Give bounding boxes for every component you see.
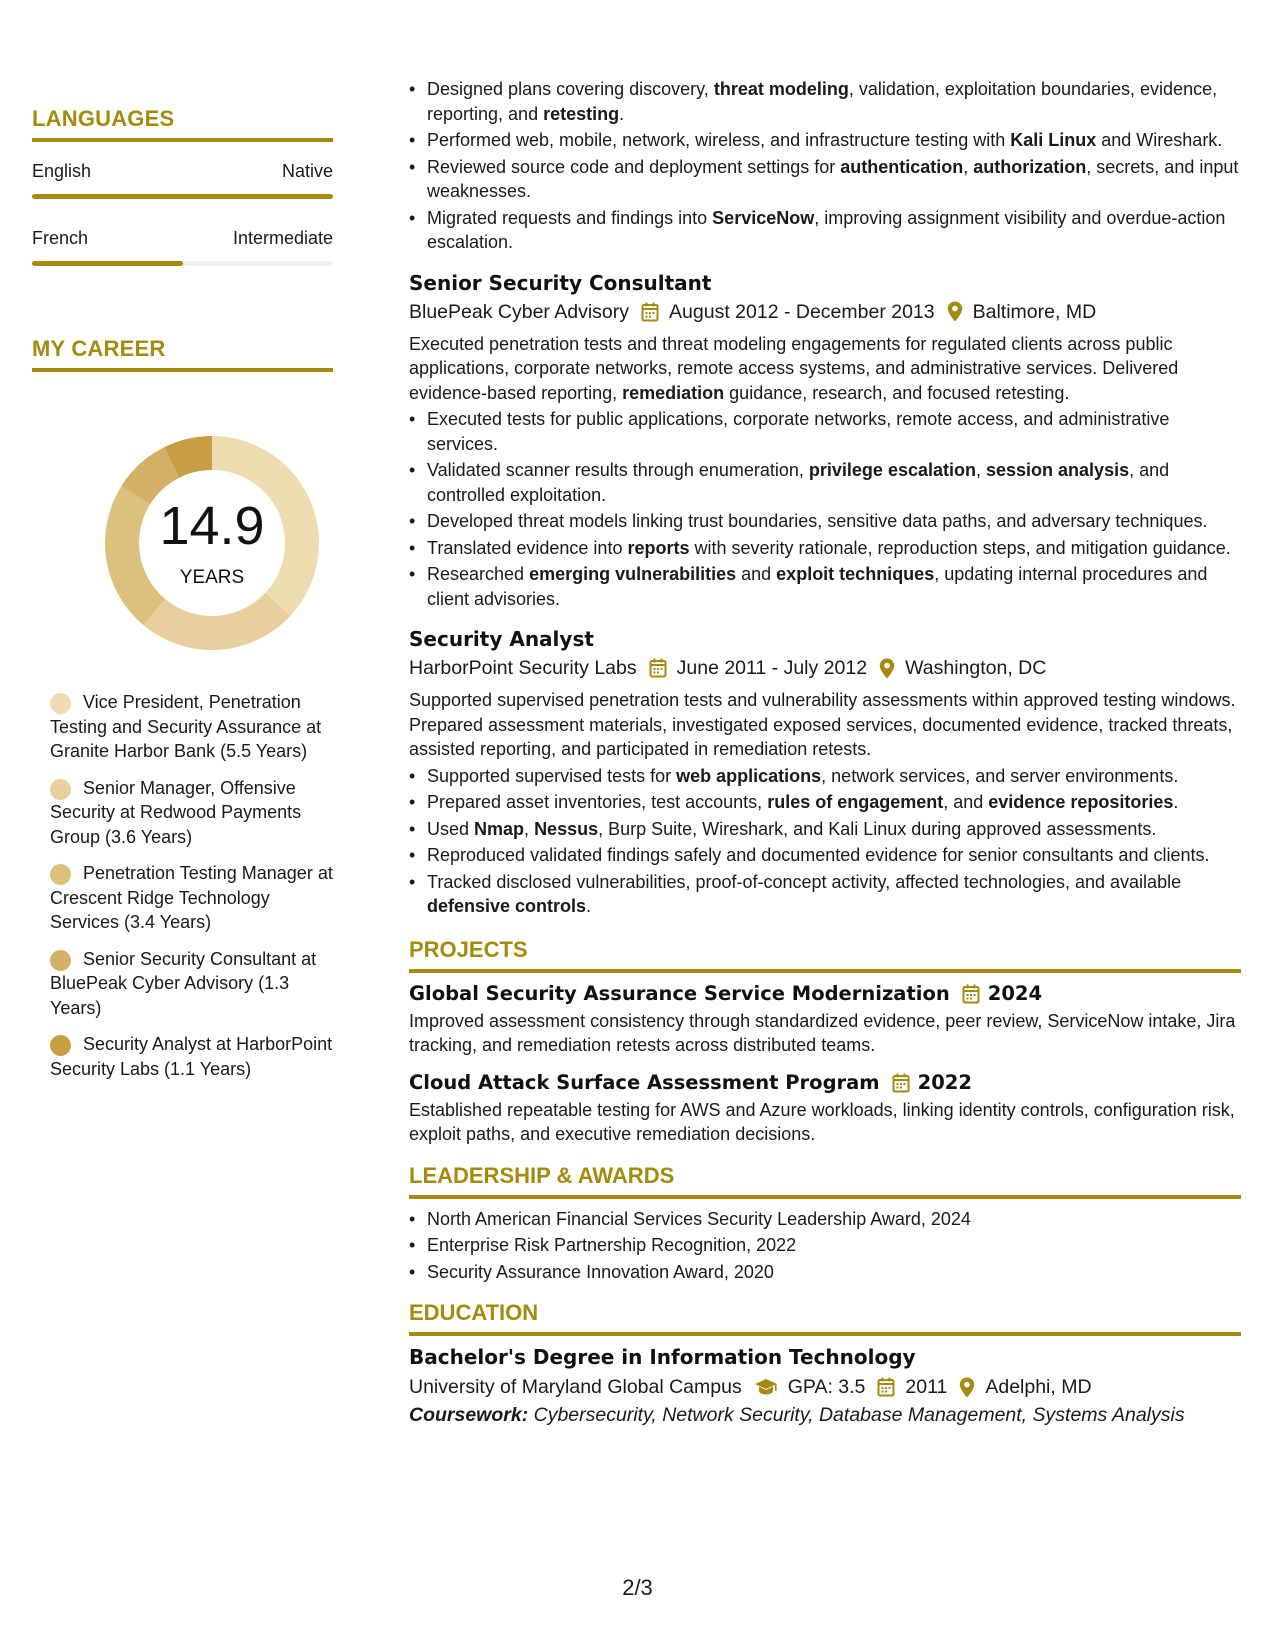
project-entry	[409, 1070, 1241, 1147]
career-legend-item	[50, 947, 340, 1021]
job-location: Baltimore, MD	[972, 300, 1097, 323]
award-item: • Enterprise Risk Partnership Recognition, 2022	[409, 1233, 1241, 1258]
map-pin-icon	[959, 1377, 975, 1398]
text-segment: , validation, exploitation boundaries, evidence, reporting, and	[427, 79, 1218, 124]
bullet-item	[409, 764, 1241, 789]
text-segment: Validated scanner results through enumeration,	[427, 460, 809, 480]
bullet-item	[409, 155, 1241, 204]
bold-keyword: Nessus	[534, 818, 599, 839]
text-segment: , and controlled exploitation.	[427, 460, 1170, 505]
career-total-unit: YEARS	[179, 567, 245, 588]
projects-section	[409, 937, 1241, 1147]
calendar-icon	[962, 984, 980, 1004]
map-pin-icon	[947, 301, 963, 322]
bold-keyword: web applications	[676, 765, 822, 786]
text-segment: .	[1173, 792, 1179, 812]
donut-segment	[105, 486, 165, 625]
legend-label: Senior Security Consultant at BluePeak Cyber Advisory (1.3 Years)	[50, 948, 317, 1018]
bullet-item	[409, 790, 1241, 815]
bullet-item	[409, 562, 1241, 611]
award-item: • North American Financial Services Security Leadership Award, 2024	[409, 1207, 1241, 1232]
experience-continued	[409, 77, 1241, 1429]
job-bullet-list	[409, 407, 1241, 611]
language-item	[32, 227, 333, 266]
text-segment: ,	[963, 156, 974, 177]
bold-keyword: authentication	[840, 156, 964, 177]
job-location: Washington, DC	[905, 657, 1047, 679]
career-total-years: 14.9	[159, 496, 265, 556]
project-entry	[409, 981, 1241, 1058]
text-segment: .	[619, 103, 625, 124]
gpa: GPA: 3.5	[787, 1376, 866, 1398]
language-proficiency-bar	[32, 194, 333, 199]
text-segment: Migrated requests and findings into	[427, 207, 713, 228]
language-name: English	[32, 161, 92, 181]
text-segment: ,	[975, 460, 986, 480]
education-meta	[409, 1373, 1241, 1401]
job-bullet-list	[409, 764, 1241, 919]
job-title: Senior Security Consultant	[409, 270, 712, 295]
legend-label: Vice President, Penetration Testing and Security Assurance at Granite Harbor Bank (5.5 Years)	[50, 692, 322, 761]
career-legend-item	[50, 861, 340, 935]
languages-section	[32, 106, 333, 266]
bullet-item	[409, 870, 1241, 919]
bold-keyword: privilege escalation	[808, 460, 976, 480]
text-segment: Tracked disclosed vulnerabilities, proof-of-concept activity, affected technologies, and available	[427, 871, 1182, 892]
bold-keyword: exploit techniques	[776, 564, 935, 584]
bullet-item	[409, 128, 1241, 153]
bold-keyword: session analysis	[986, 460, 1130, 480]
language-name: French	[32, 228, 89, 248]
bold-keyword: emerging vulnerabilities	[529, 564, 737, 584]
text-segment: Executed tests for public applications, corporate networks, remote access, and administrative services.	[427, 409, 1170, 454]
bullet-item	[409, 77, 1241, 126]
legend-swatch	[50, 864, 71, 885]
legend-swatch	[50, 1035, 71, 1056]
education-location: Adelphi, MD	[985, 1376, 1092, 1398]
bullet-item	[409, 536, 1241, 561]
award-item: • Security Assurance Innovation Award, 2020	[409, 1260, 1241, 1285]
project-year: 2022	[917, 1070, 972, 1094]
calendar-icon	[641, 302, 659, 322]
bullet-item	[409, 206, 1241, 255]
calendar-icon	[877, 1377, 895, 1397]
text-segment: Supported supervised penetration tests and vulnerability assessments within approved testing windows. Prepared assessment materials, investigated exposed services, documented evidence, tracked threats, assisted reporting, and participated in remediation retests.	[409, 690, 1236, 759]
career-legend	[50, 690, 340, 1093]
text-segment: , network services, and server environments.	[821, 765, 1179, 786]
text-segment: .	[586, 896, 592, 916]
job-dates: August 2012 - December 2013	[669, 300, 935, 323]
text-segment: ,	[524, 818, 535, 839]
coursework-label: Coursework:	[409, 1404, 529, 1426]
text-segment: Translated evidence into	[427, 537, 628, 558]
company-name: BluePeak Cyber Advisory	[409, 300, 630, 323]
job-entry	[409, 626, 1241, 919]
text-segment: Reviewed source code and deployment settings for	[427, 156, 841, 177]
legend-label: Security Analyst at HarborPoint Security Labs (1.1 Years)	[50, 1034, 333, 1079]
bullet-item	[409, 458, 1241, 507]
awards-list	[409, 1207, 1241, 1285]
language-proficiency-bar	[32, 261, 333, 266]
career-section	[32, 336, 333, 372]
coursework	[409, 1401, 1241, 1429]
language-proficiency-fill	[32, 261, 183, 266]
bold-keyword: Kali Linux	[1010, 130, 1097, 150]
bold-keyword: retesting	[543, 103, 620, 124]
bullet-item	[409, 509, 1241, 534]
map-pin-icon	[879, 658, 895, 679]
career-legend-item	[50, 690, 340, 764]
bold-keyword: evidence repositories	[988, 792, 1174, 812]
text-segment: , Burp Suite, Wireshark, and Kali Linux during approved assessments.	[598, 818, 1157, 839]
career-heading: MY CAREER	[32, 336, 333, 372]
legend-swatch	[50, 779, 71, 800]
company-name: HarborPoint Security Labs	[409, 657, 637, 679]
job-dates: June 2011 - July 2012	[676, 657, 868, 679]
awards-section	[409, 1163, 1241, 1285]
bold-keyword: rules of engagement	[767, 792, 944, 812]
school-name: University of Maryland Global Campus	[409, 1376, 742, 1398]
text-segment: guidance, research, and focused retesting.	[724, 382, 1070, 403]
job-title: Security Analyst	[409, 627, 594, 651]
bold-keyword: authorization	[973, 156, 1087, 177]
text-segment: Performed web, mobile, network, wireless, and infrastructure testing with	[427, 130, 1011, 150]
calendar-icon	[649, 658, 667, 678]
bold-keyword: threat modeling	[713, 79, 849, 99]
text-segment: Supported supervised tests for	[427, 765, 677, 786]
text-segment: Designed plans covering discovery,	[427, 79, 714, 99]
project-header	[409, 981, 1241, 1007]
job-meta	[409, 654, 1241, 682]
page-number: 2/3	[622, 1575, 653, 1600]
degree-title: Bachelor's Degree in Information Technology	[409, 1345, 916, 1369]
legend-swatch	[50, 950, 71, 971]
bullet-item	[409, 817, 1241, 842]
text-segment: Reproduced validated findings safely and documented evidence for senior consultants and clients.	[427, 845, 1210, 865]
calendar-icon	[892, 1073, 910, 1093]
project-description: Improved assessment consistency through standardized evidence, peer review, ServiceNow intake, Jira tracking, and remediation retests across distributed teams.	[409, 1010, 1236, 1055]
text-segment: Executed penetration tests and threat modeling engagements for regulated clients across public applications, corporate networks, remote access systems, and administrative services. Delivered evidence-based reporting,	[409, 333, 1179, 403]
career-legend-item	[50, 1032, 340, 1081]
coursework-list: Cybersecurity, Network Security, Database Management, Systems Analysis	[533, 1404, 1185, 1426]
project-title: Cloud Attack Surface Assessment Program	[409, 1070, 880, 1094]
job-meta	[409, 298, 1241, 326]
career-legend-item	[50, 776, 340, 850]
legend-label: Penetration Testing Manager at Crescent Ridge Technology Services (3.4 Years)	[50, 863, 333, 932]
projects-heading: PROJECTS	[409, 937, 1241, 973]
project-title: Global Security Assurance Service Modernization	[409, 981, 950, 1005]
text-segment: , updating internal procedures and client advisories.	[427, 564, 1208, 609]
job-summary	[409, 688, 1241, 762]
text-segment: Developed threat models linking trust boundaries, sensitive data paths, and adversary techniques.	[427, 511, 1208, 531]
graduation-year: 2011	[905, 1376, 948, 1398]
text-segment: , improving assignment visibility and overdue-action escalation.	[427, 207, 1226, 252]
text-segment: Prepared asset inventories, test accounts,	[427, 792, 768, 812]
bold-keyword: reports	[627, 537, 690, 558]
education-heading: EDUCATION	[409, 1300, 1241, 1336]
languages-heading: LANGUAGES	[32, 106, 333, 142]
text-segment: , secrets, and input weaknesses.	[427, 156, 1239, 201]
text-segment: Researched	[427, 564, 530, 584]
bold-keyword: defensive controls	[427, 896, 587, 916]
language-proficiency-fill	[32, 194, 333, 199]
legend-label: Senior Manager, Offensive Security at Redwood Payments Group (3.6 Years)	[50, 777, 302, 847]
graduation-cap-icon	[754, 1378, 778, 1396]
bullet-item	[409, 843, 1241, 868]
bold-keyword: ServiceNow	[712, 207, 815, 228]
donut-segment	[143, 593, 290, 650]
awards-heading: LEADERSHIP & AWARDS	[409, 1163, 1241, 1199]
project-header	[409, 1070, 1241, 1096]
education-section	[409, 1300, 1241, 1429]
job-entry	[409, 270, 1241, 612]
bold-keyword: remediation	[622, 382, 725, 403]
text-segment: and Wireshark.	[1096, 130, 1223, 150]
text-segment: Used	[427, 818, 475, 839]
bold-keyword: Nmap	[474, 818, 525, 839]
intro-bullet-list	[409, 77, 1241, 255]
job-summary	[409, 332, 1241, 406]
language-item	[32, 160, 333, 199]
project-year: 2024	[987, 981, 1043, 1005]
text-segment: and	[736, 564, 777, 584]
language-level: Intermediate	[232, 228, 333, 248]
text-segment: , and	[943, 792, 989, 812]
legend-swatch	[50, 693, 71, 714]
language-level: Native	[281, 161, 333, 181]
project-description: Established repeatable testing for AWS and Azure workloads, linking identity controls, configuration risk, exploit paths, and executive remediation decisions.	[409, 1099, 1235, 1144]
bullet-item	[409, 407, 1241, 456]
career-donut-chart	[99, 430, 325, 656]
text-segment: with severity rationale, reproduction steps, and mitigation guidance.	[689, 537, 1231, 558]
